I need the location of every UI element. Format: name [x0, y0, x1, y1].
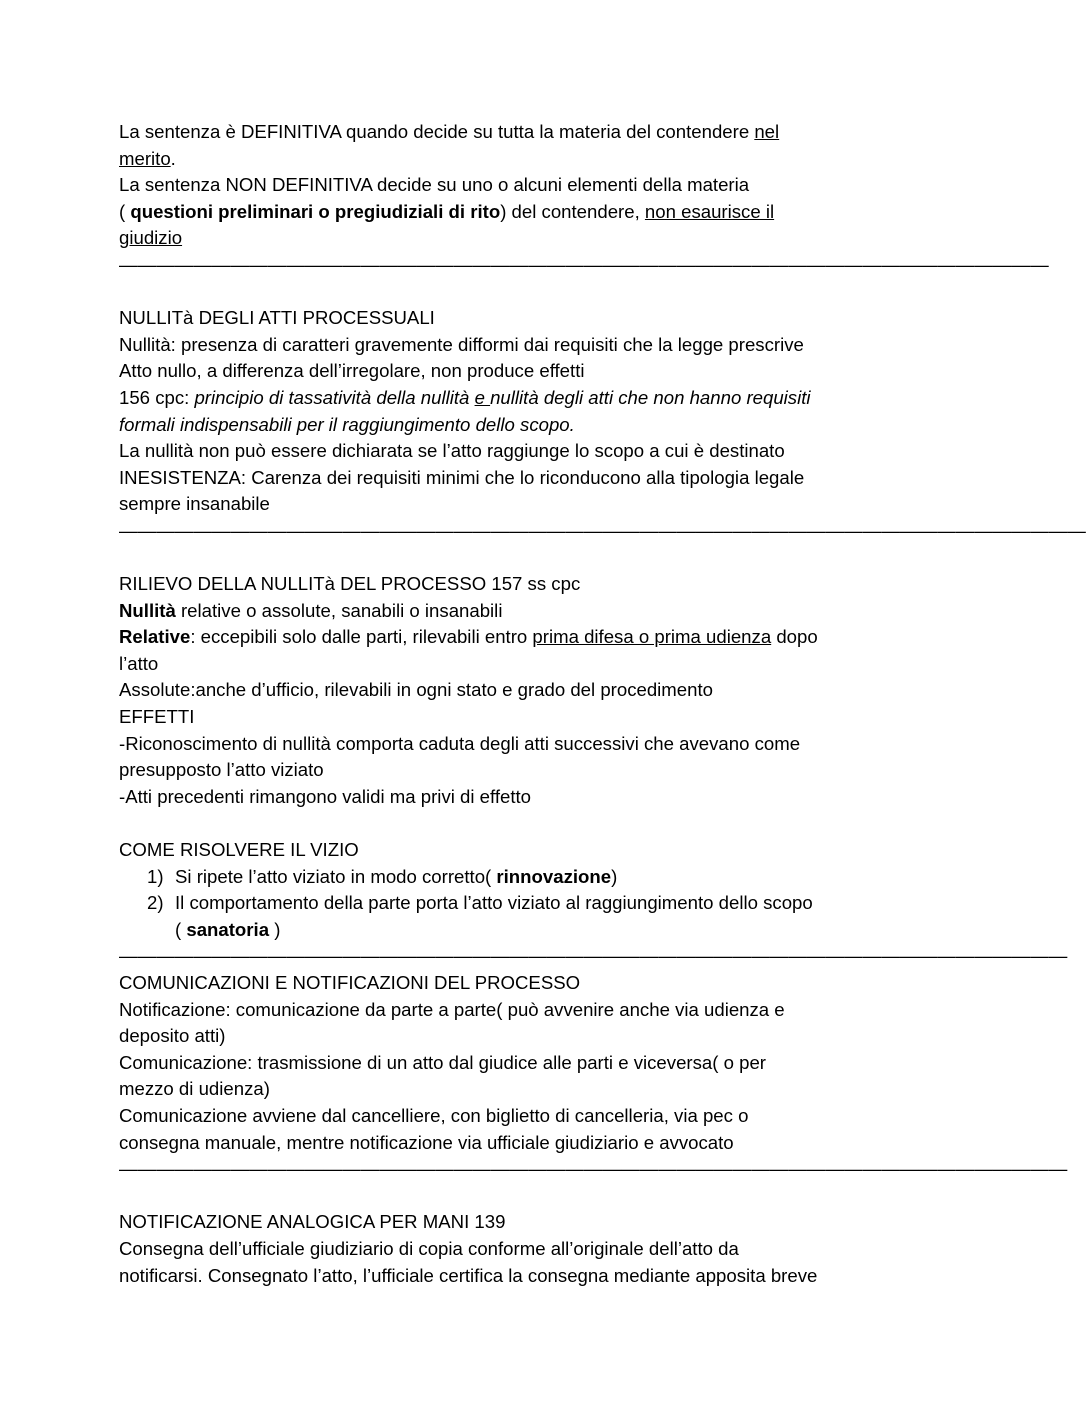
section-title: COME RISOLVERE IL VIZIO — [119, 839, 359, 861]
paragraph-line: Comunicazione: trasmissione di un atto dal giudice alle parti e viceversa( o per — [119, 1051, 766, 1073]
bold-text: questioni preliminari o pregiudiziali di rito — [130, 200, 501, 222]
list-number: 1) — [147, 865, 164, 887]
bold-text: rinnovazione — [496, 865, 612, 887]
paragraph-line: Consegna dell’ufficiale giudiziario di copia conforme all’originale dell’atto da — [119, 1237, 739, 1259]
text: ) del contendere, — [500, 200, 645, 222]
blank-line — [119, 810, 889, 837]
text: ) — [269, 918, 281, 940]
paragraph-line: presupposto l’atto viziato — [119, 759, 324, 781]
section-separator: ——————————————————————————————————————————————————— — [119, 1158, 1068, 1180]
text: . — [170, 147, 176, 169]
blank-line — [119, 279, 889, 306]
text: Il comportamento della parte porta l’atto viziato al raggiungimento dello scopo — [175, 892, 813, 914]
italic-text: nullità degli atti che non hanno requisiti — [490, 386, 811, 408]
sentenza-non-definitiva-line-3 — [119, 225, 889, 252]
paragraph-line: EFFETTI — [119, 706, 195, 728]
text: relative o assolute, sanabili o insanabili — [175, 599, 503, 621]
paragraph-line: INESISTENZA: Carenza dei requisiti minimi che lo riconducono alla tipologia legale — [119, 466, 805, 488]
section-separator: ———————————————————————————————————————————————————— — [119, 519, 1086, 541]
sentenza-definitiva-line-2 — [119, 146, 889, 173]
text: : eccepibili solo dalle parti, rilevabili entro — [190, 626, 533, 648]
paragraph-line: -Riconoscimento di nullità comporta caduta degli atti successivi che avevano come — [119, 732, 801, 754]
section-separator: —————————————————————————————————————————————————— — [119, 253, 1049, 275]
italic-underlined-text: e — [474, 386, 491, 408]
list-item — [119, 890, 889, 917]
bold-text: Relative — [119, 626, 191, 648]
section-title: RILIEVO DELLA NULLITà DEL PROCESSO 157 ss cpc — [119, 573, 581, 595]
paragraph-line — [119, 385, 889, 412]
underlined-text: nel — [754, 121, 780, 142]
paragraph-line: notificarsi. Consegnato l’atto, l’ufficiale certifica la consegna mediante apposita breve — [119, 1264, 818, 1286]
paragraph-line: Nullità: presenza di caratteri gravemente difformi dai requisiti che la legge prescrive — [119, 333, 804, 355]
text: Si ripete l’atto viziato in modo corretto( — [175, 865, 497, 887]
document-page — [119, 119, 1086, 1289]
paragraph-line: deposito atti) — [119, 1025, 226, 1047]
paragraph-line: -Atti precedenti rimangono validi ma privi di effetto — [119, 785, 532, 807]
list-item — [119, 864, 889, 891]
bold-text: sanatoria — [186, 918, 270, 940]
paragraph-line: La nullità non può essere dichiarata se l’atto raggiunge lo scopo a cui è destinato — [119, 440, 785, 462]
paragraph-line: Comunicazione avviene dal cancelliere, con biglietto di cancelleria, via pec o — [119, 1104, 749, 1126]
paragraph-line: consegna manuale, mentre notificazione via ufficiale giudiziario e avvocato — [119, 1131, 734, 1153]
underlined-text: giudizio — [119, 227, 183, 249]
paragraph-line: l’atto — [119, 652, 159, 674]
paragraph-line: sempre insanabile — [119, 493, 270, 515]
section-title: NOTIFICAZIONE ANALOGICA PER MANI 139 — [119, 1211, 506, 1233]
sentenza-definitiva-line — [119, 119, 889, 146]
blank-line — [119, 545, 889, 572]
blank-line — [119, 1183, 889, 1210]
paragraph-line — [119, 624, 889, 651]
paragraph-line — [119, 598, 889, 625]
italic-text: principio di tassatività della nullità — [194, 386, 475, 408]
paragraph-line: Assolute:anche d’ufficio, rilevabili in ogni stato e grado del procedimento — [119, 679, 713, 701]
paragraph-line: mezzo di udienza) — [119, 1078, 270, 1100]
underlined-text: prima difesa o prima udienza — [532, 626, 772, 648]
underlined-text: merito — [119, 147, 171, 169]
text: dopo — [771, 626, 818, 648]
section-separator: ——————————————————————————————————————————————————— — [119, 945, 1068, 967]
sentenza-non-definitiva-line: La sentenza NON DEFINITIVA decide su uno o alcuni elementi della materia — [119, 174, 750, 196]
text: La sentenza è DEFINITIVA quando decide su tutta la materia del contendere — [119, 121, 755, 142]
sentenza-non-definitiva-line-2 — [119, 199, 889, 226]
paragraph-line: Atto nullo, a differenza dell’irregolare, non produce effetti — [119, 360, 585, 382]
paragraph-line: Notificazione: comunicazione da parte a parte( può avvenire anche via udienza e — [119, 998, 785, 1020]
paragraph-line — [119, 412, 889, 439]
text: 156 cpc: — [119, 386, 195, 408]
italic-text: formali indispensabili per il raggiungimento dello scopo. — [119, 413, 575, 435]
text: ) — [611, 865, 618, 887]
text: ( — [175, 918, 187, 940]
list-item-continuation — [119, 917, 889, 944]
underlined-text: non esaurisce il — [644, 200, 775, 222]
list-number: 2) — [147, 892, 164, 914]
section-title: NULLITà DEGLI ATTI PROCESSUALI — [119, 307, 435, 329]
text: ( — [119, 200, 131, 222]
bold-text: Nullità — [119, 599, 176, 621]
section-title: COMUNICAZIONI E NOTIFICAZIONI DEL PROCESSO — [119, 972, 581, 993]
